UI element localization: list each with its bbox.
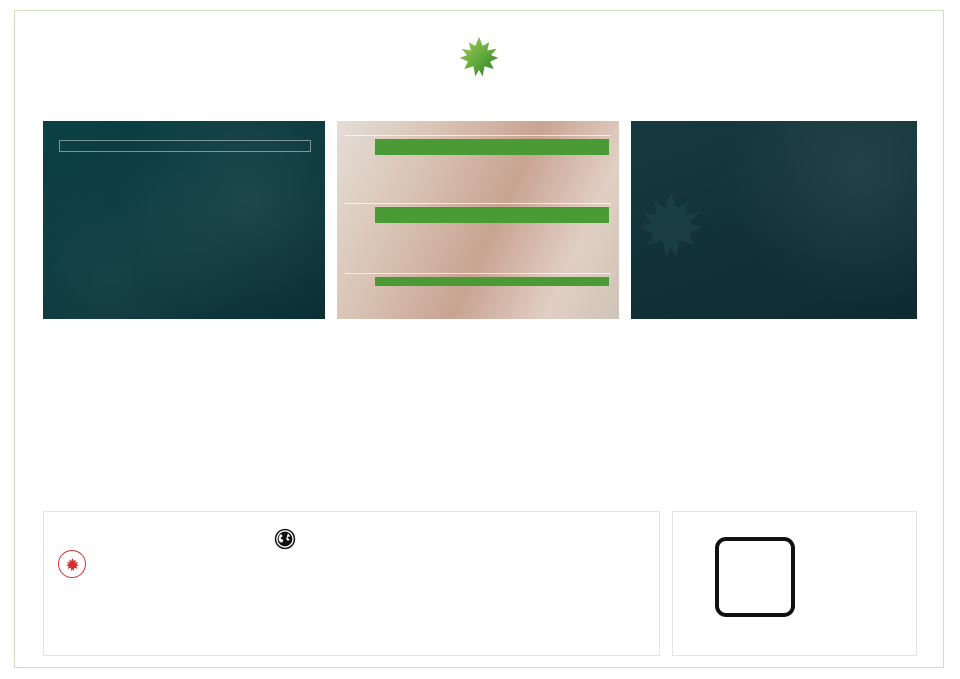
maple-leaf-icon — [453, 33, 505, 81]
qr-code-icon[interactable] — [715, 537, 795, 617]
who-is-cctg-panel — [43, 121, 325, 319]
qr-block[interactable] — [715, 537, 795, 626]
mvv-rule-top — [345, 135, 611, 136]
bottom-section — [43, 511, 917, 656]
mission-block — [375, 139, 609, 155]
collaborations-card — [43, 511, 660, 656]
mid-section — [43, 331, 917, 506]
values-block — [375, 277, 609, 286]
strategic-plan-panel — [631, 121, 917, 319]
top-panel-row — [43, 121, 917, 319]
national-header — [58, 550, 270, 578]
poster-canvas — [14, 10, 944, 668]
poster-header — [15, 11, 943, 81]
globe-icon — [272, 526, 298, 552]
contact-card — [672, 511, 917, 656]
international-header — [272, 526, 652, 552]
who-panel-textbox — [59, 140, 311, 152]
maple-leaf-icon — [58, 550, 86, 578]
national-collaborations — [58, 550, 270, 585]
cctg-logo — [15, 33, 943, 81]
who-panel-stats — [59, 156, 311, 251]
mvv-rule-mid — [345, 203, 611, 204]
mvv-rule-bottom — [345, 273, 611, 274]
international-collaborations — [272, 526, 652, 559]
maple-leaf-watermark-icon — [635, 179, 707, 271]
vision-block — [375, 207, 609, 223]
mission-vision-values-panel — [337, 121, 619, 319]
critical-importance-block — [57, 336, 347, 345]
